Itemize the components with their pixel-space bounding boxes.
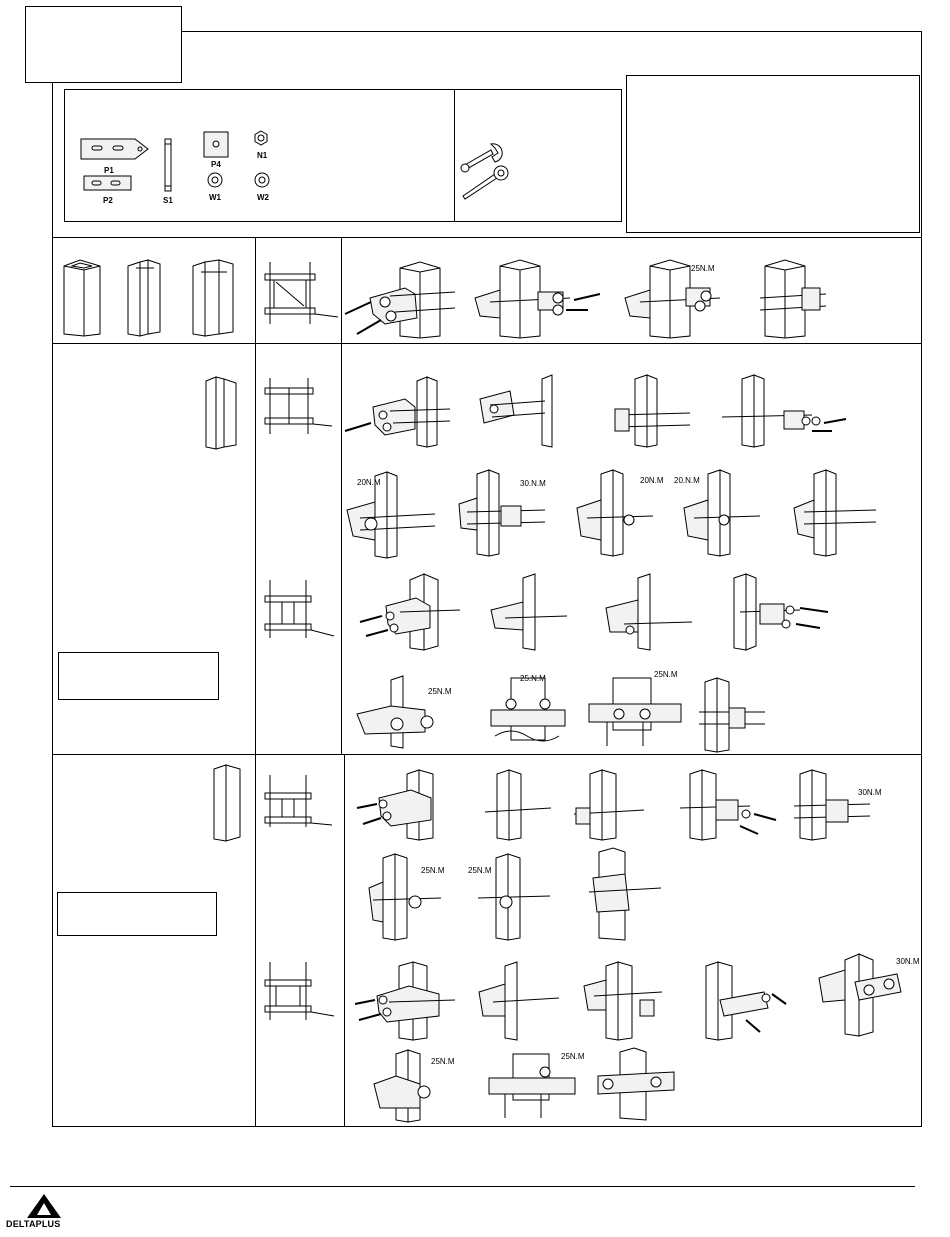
step-b17-icon	[695, 676, 775, 756]
label-w2: W2	[257, 193, 269, 202]
label-p4: P4	[211, 160, 221, 169]
torque-d2: 25N.M	[421, 866, 445, 875]
step-e1-icon	[355, 960, 465, 1042]
step-b3-icon	[605, 375, 695, 450]
deltaplus-logo-icon	[26, 1193, 62, 1219]
step-d3-icon	[570, 768, 650, 843]
step-b16-icon	[585, 670, 685, 750]
step-e3-icon	[580, 960, 670, 1042]
label-box-2	[57, 892, 217, 936]
torque-c2: 25.N.M	[520, 674, 546, 683]
step-b14-icon	[355, 670, 455, 750]
plate-p2-icon	[83, 175, 133, 193]
plate-p4-icon	[203, 131, 229, 159]
step-b1-icon	[345, 375, 455, 450]
step-a2-icon	[470, 258, 610, 338]
washer-w1-icon	[207, 171, 223, 189]
torque-b1: 20N.M	[357, 478, 381, 487]
step-e2-icon	[475, 960, 565, 1042]
plate-p1-icon	[80, 137, 150, 165]
torque-d3: 25N.M	[468, 866, 492, 875]
washer-w2-icon	[254, 172, 270, 188]
label-box-1	[58, 652, 219, 700]
footer-rule	[10, 1186, 915, 1187]
angle-beam-icon	[212, 763, 242, 843]
step-a4-icon	[750, 258, 830, 338]
h-beam-wide-icon	[191, 258, 235, 338]
h-beam-icon	[126, 258, 162, 338]
torque-e1: 30N.M	[896, 957, 920, 966]
torque-a1: 25N.M	[691, 264, 715, 273]
step-b12-icon	[600, 572, 700, 652]
row-line-1	[52, 237, 922, 238]
diagram-angle-clamp-icon	[262, 773, 332, 829]
step-b4-icon	[712, 375, 852, 450]
diagram-square-clamp-icon	[262, 260, 320, 326]
col-line-2b	[344, 754, 345, 1127]
label-n1: N1	[257, 151, 268, 160]
torque-b2: 30.N.M	[520, 479, 546, 488]
label-p2: P2	[103, 196, 113, 205]
step-b9-icon	[790, 468, 890, 558]
torque-d1: 30N.M	[858, 788, 882, 797]
label-p1: P1	[104, 166, 114, 175]
col-line-2	[341, 237, 342, 754]
diagram-hbeam-clamp-icon	[262, 376, 332, 436]
step-b13-icon	[720, 572, 830, 652]
torque-c1: 25N.M	[428, 687, 452, 696]
torque-b3: 20N.M	[640, 476, 664, 485]
step-b10-icon	[360, 572, 470, 652]
square-post-icon	[62, 258, 102, 338]
notes-box	[626, 75, 920, 233]
torque-e2: 25N.M	[431, 1057, 455, 1066]
bolt-s1-icon	[162, 138, 174, 193]
diagram-angle-clamp2-icon	[262, 960, 334, 1022]
row-line-3	[52, 754, 922, 755]
step-d4-icon	[670, 768, 780, 843]
parts-divider	[454, 89, 455, 222]
step-a1-icon	[345, 258, 455, 338]
torque-c3: 25N.M	[654, 670, 678, 679]
col-line-1	[255, 237, 256, 1127]
torque-e3: 25N.M	[561, 1052, 585, 1061]
torque-b4: 20.N.M	[674, 476, 700, 485]
label-s1: S1	[163, 196, 173, 205]
step-d1-icon	[355, 768, 455, 843]
step-d8-icon	[585, 846, 665, 942]
row-line-2	[52, 343, 922, 344]
step-b2-icon	[470, 375, 565, 450]
step-d5-icon	[790, 768, 890, 843]
diagram-hbeam-clamp2-icon	[262, 578, 334, 640]
wrench-icon	[457, 130, 517, 200]
step-d2-icon	[475, 768, 555, 843]
label-w1: W1	[209, 193, 221, 202]
step-b11-icon	[485, 572, 575, 652]
step-e8-icon	[590, 1046, 680, 1122]
step-e4-icon	[680, 960, 790, 1042]
nut-n1-icon	[253, 130, 269, 146]
h-beam-side-icon	[204, 375, 238, 451]
brand-name: DELTAPLUS	[6, 1219, 61, 1229]
